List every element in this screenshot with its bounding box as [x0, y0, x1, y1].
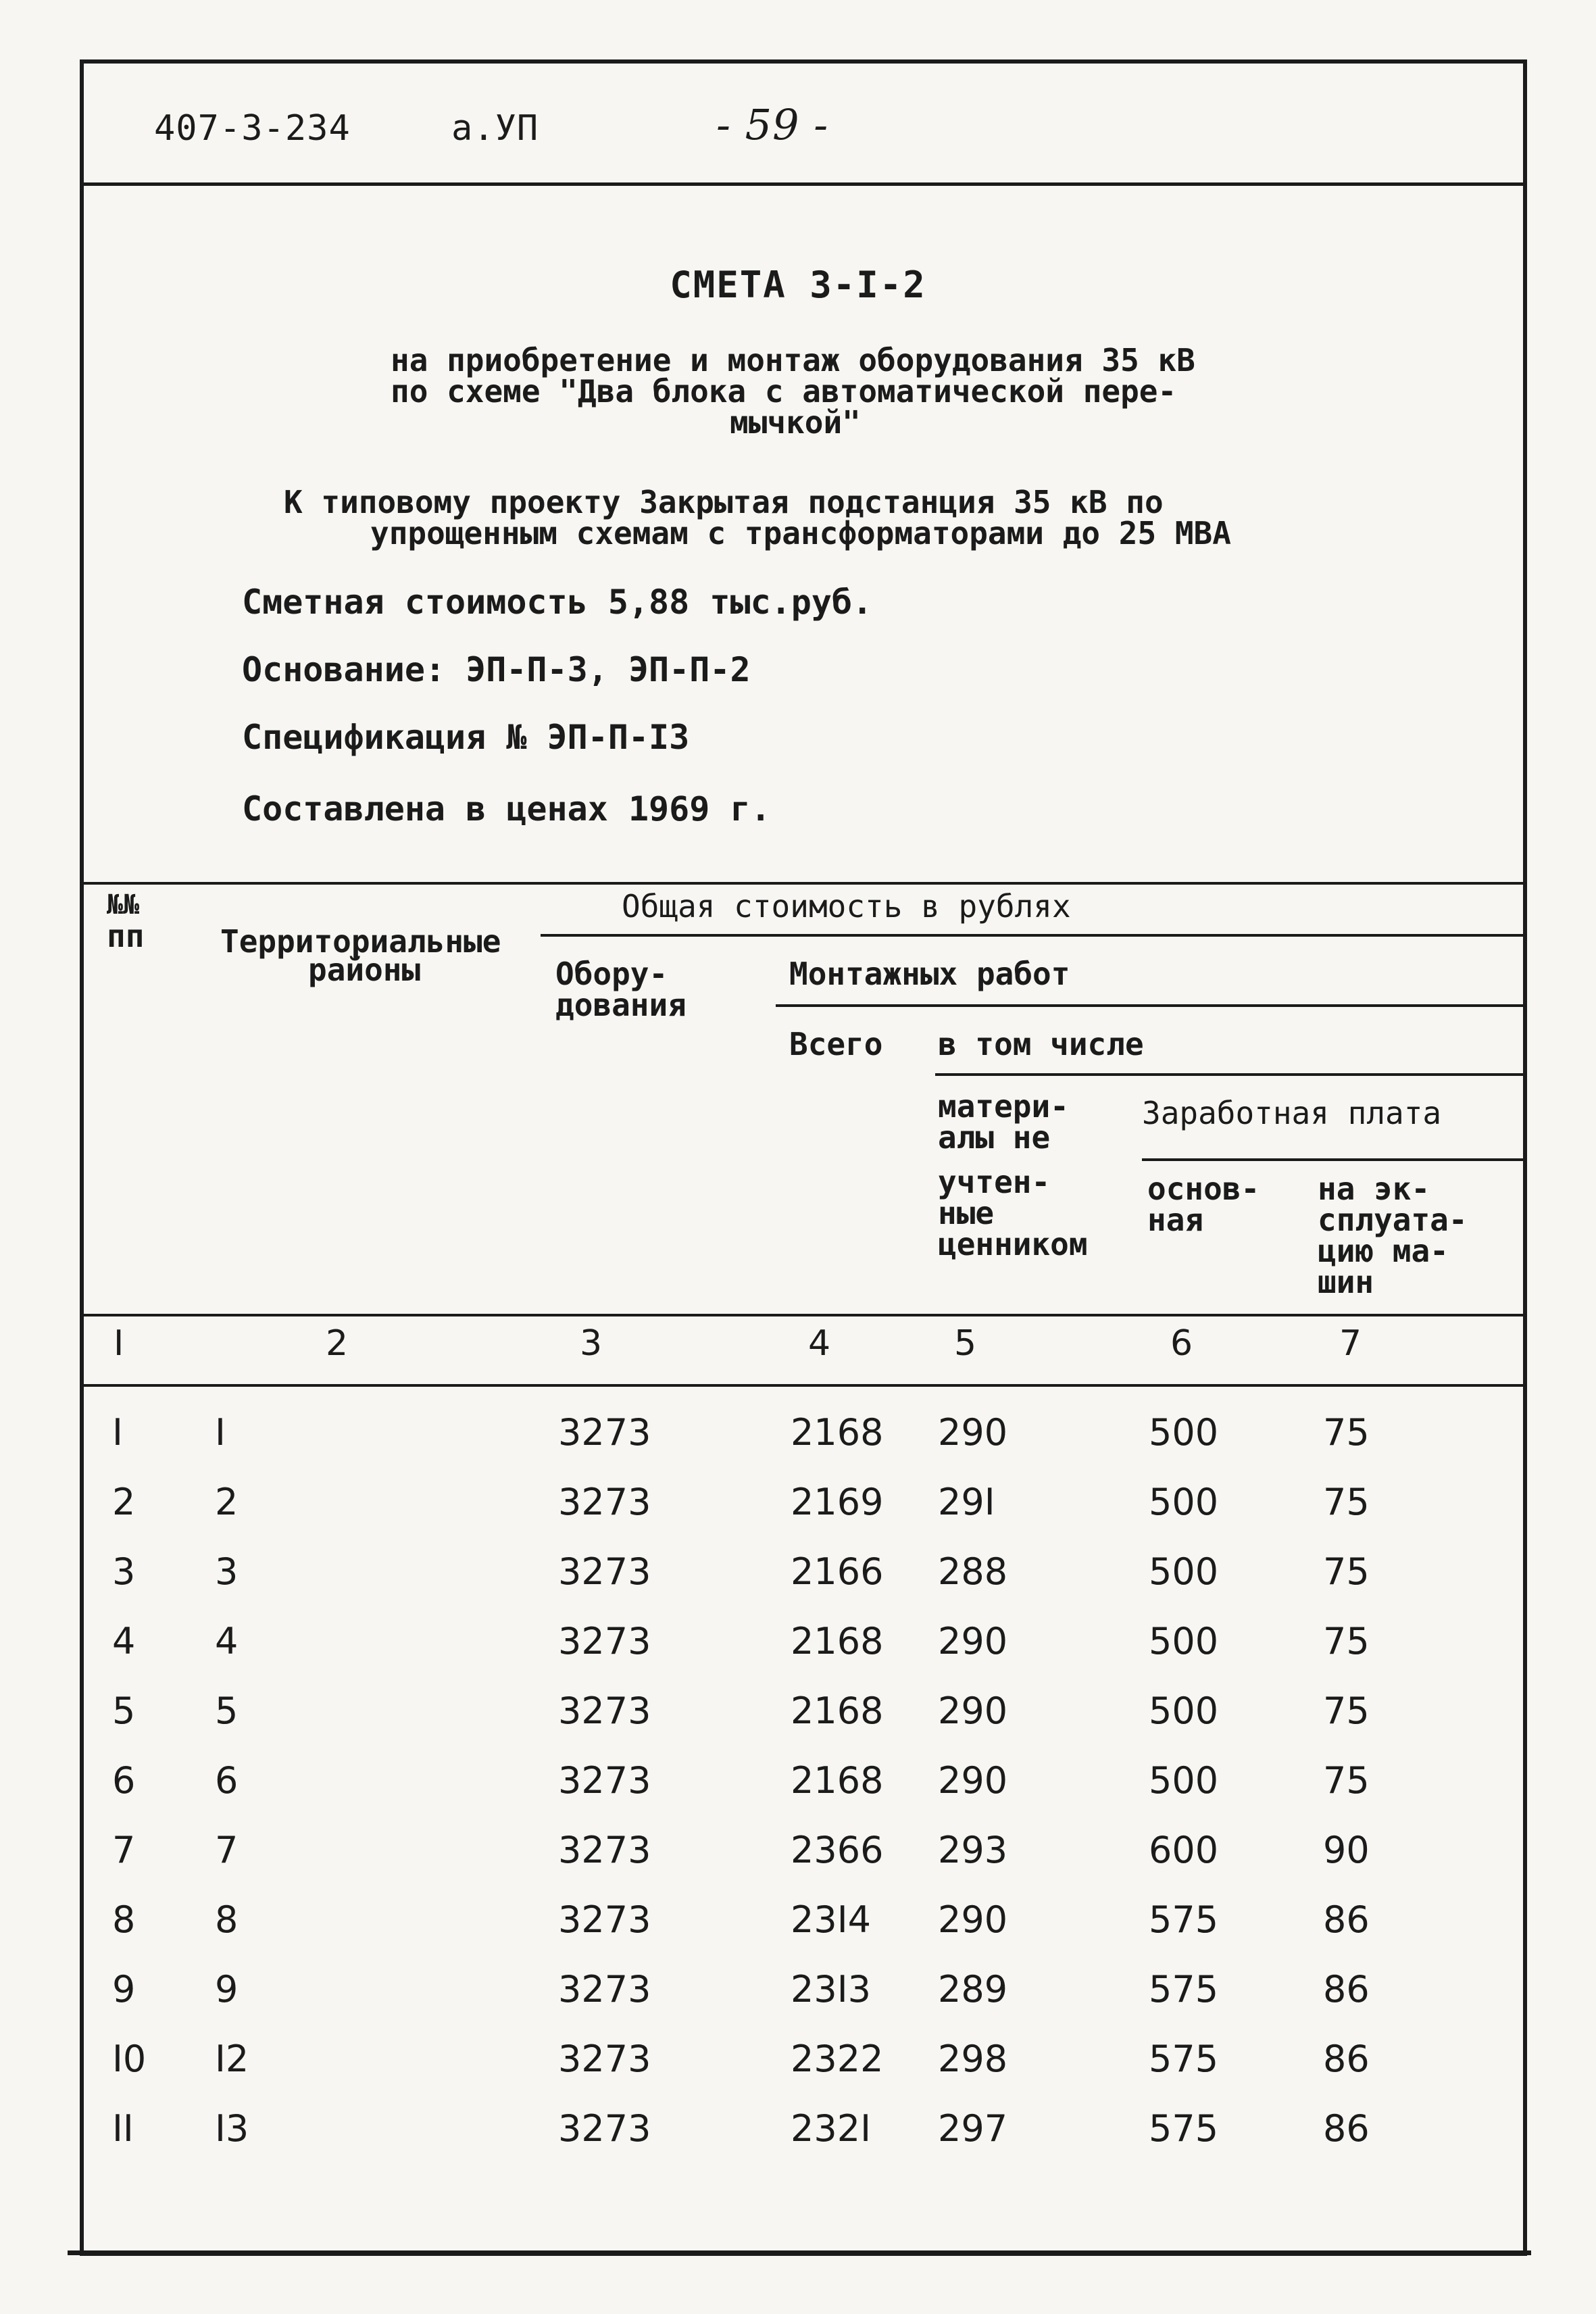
header-no-2: пп	[107, 918, 145, 954]
cell-equipment-cost: 3273	[558, 1690, 651, 1732]
cell-region: 5	[215, 1690, 239, 1732]
table-row	[0, 2107, 1596, 2177]
cell-region: 6	[215, 1759, 239, 1802]
cell-wages-basic: 575	[1149, 2107, 1219, 2150]
cell-install-total: 2166	[791, 1550, 884, 1593]
table-top-rule	[80, 882, 1527, 885]
cell-wages-basic: 575	[1149, 1898, 1219, 1941]
table-row	[0, 1620, 1596, 1690]
cell-wages-basic: 500	[1149, 1620, 1219, 1663]
rule-numbers-bottom	[80, 1384, 1527, 1387]
header-machines-1: на эк-	[1318, 1171, 1430, 1207]
col-number-6: 6	[1170, 1323, 1193, 1364]
cell-wages-basic: 575	[1149, 1968, 1219, 2011]
cell-wages-machines: 75	[1323, 1690, 1370, 1732]
cell-install-total: 2366	[791, 1829, 884, 1871]
table-row	[0, 1550, 1596, 1621]
cell-install-total: 2168	[791, 1411, 884, 1454]
header-equipment-1: Обору-	[555, 956, 668, 992]
cell-wages-basic: 500	[1149, 1759, 1219, 1802]
cell-wages-machines: 75	[1323, 1481, 1370, 1523]
header-machines-2: сплуата-	[1318, 1202, 1468, 1238]
cell-region: I2	[215, 2038, 249, 2080]
cell-equipment-cost: 3273	[558, 1411, 651, 1454]
header-materials-5: ценником	[938, 1226, 1088, 1262]
header-equipment-2: дования	[555, 987, 687, 1023]
header-machines-3: цию ма-	[1318, 1233, 1449, 1269]
cell-materials: 290	[938, 1620, 1008, 1663]
cell-equipment-cost: 3273	[558, 2038, 651, 2080]
table-row	[0, 1759, 1596, 1829]
table-row	[0, 1481, 1596, 1551]
cell-wages-machines: 86	[1323, 1968, 1370, 2011]
cell-region: 7	[215, 1829, 239, 1871]
price-level: Составлена в ценах 1969 г.	[242, 789, 771, 829]
header-materials-3: учтен-	[938, 1164, 1051, 1200]
header-region-2: районы	[308, 952, 421, 988]
cell-wages-machines: 86	[1323, 1898, 1370, 1941]
table-row	[0, 1829, 1596, 1899]
cell-materials: 29I	[938, 1481, 995, 1523]
cell-wages-basic: 500	[1149, 1550, 1219, 1593]
header-basic-1: основ-	[1147, 1171, 1260, 1207]
cell-wages-machines: 75	[1323, 1620, 1370, 1663]
cell-wages-basic: 500	[1149, 1690, 1219, 1732]
estimate-title: СМЕТА 3-I-2	[670, 264, 926, 306]
cell-wages-machines: 86	[1323, 2107, 1370, 2150]
cell-materials: 288	[938, 1550, 1008, 1593]
header-incl: в том числе	[938, 1026, 1144, 1062]
cell-region: 2	[215, 1481, 239, 1523]
subtitle-line-2: по схеме "Два блока с автоматической пере-	[391, 373, 1177, 410]
cell-row-number: 5	[112, 1690, 136, 1732]
cell-wages-basic: 500	[1149, 1481, 1219, 1523]
cell-install-total: 2322	[791, 2038, 884, 2080]
cell-equipment-cost: 3273	[558, 1759, 651, 1802]
col-number-5: 5	[954, 1323, 977, 1364]
table-row	[0, 2038, 1596, 2108]
cell-region: 9	[215, 1968, 239, 2011]
cell-equipment-cost: 3273	[558, 1829, 651, 1871]
header-install: Монтажных работ	[789, 956, 1070, 992]
col-number-7: 7	[1339, 1323, 1362, 1364]
header-total-cost: Общая стоимость в рублях	[622, 888, 1071, 925]
table-row	[0, 1898, 1596, 1969]
cell-equipment-cost: 3273	[558, 1620, 651, 1663]
cell-install-total: 2168	[791, 1690, 884, 1732]
cell-equipment-cost: 3273	[558, 1968, 651, 2011]
cell-materials: 290	[938, 1759, 1008, 1802]
cell-install-total: 2168	[791, 1759, 884, 1802]
header-no-1: №№	[107, 889, 140, 920]
cell-materials: 298	[938, 2038, 1008, 2080]
album-label: а.УП	[451, 108, 539, 149]
cell-row-number: 7	[112, 1829, 136, 1871]
cell-equipment-cost: 3273	[558, 1898, 651, 1941]
cell-materials: 293	[938, 1829, 1008, 1871]
cell-row-number: 4	[112, 1620, 136, 1663]
cell-wages-machines: 75	[1323, 1550, 1370, 1593]
cell-region: 8	[215, 1898, 239, 1941]
specification: Спецификация № ЭП-П-I3	[242, 718, 690, 757]
cell-region: I	[215, 1411, 226, 1454]
rule-under-total	[541, 934, 1527, 937]
cell-equipment-cost: 3273	[558, 1550, 651, 1593]
doc-code: 407-3-234	[154, 108, 351, 149]
table-row	[0, 1968, 1596, 2038]
cell-materials: 290	[938, 1898, 1008, 1941]
cell-wages-basic: 575	[1149, 2038, 1219, 2080]
cell-wages-machines: 75	[1323, 1759, 1370, 1802]
project-line-2: упрощенным схемам с трансформаторами до 25 МВА	[370, 515, 1231, 551]
cell-row-number: 9	[112, 1968, 136, 2011]
header-region-1: Территориальные	[220, 923, 501, 960]
bottom-rule	[68, 2250, 1531, 2255]
cell-row-number: 2	[112, 1481, 136, 1523]
col-number-2: 2	[326, 1323, 349, 1364]
cell-wages-machines: 90	[1323, 1829, 1370, 1871]
header-materials-4: ные	[938, 1195, 995, 1231]
cell-row-number: I0	[112, 2038, 147, 2080]
cell-region: I3	[215, 2107, 249, 2150]
col-number-4: 4	[808, 1323, 831, 1364]
cell-materials: 289	[938, 1968, 1008, 2011]
cell-row-number: 6	[112, 1759, 136, 1802]
col-number-1: I	[114, 1323, 124, 1364]
col-number-3: 3	[580, 1323, 603, 1364]
cell-install-total: 232I	[791, 2107, 871, 2150]
cell-install-total: 2169	[791, 1481, 884, 1523]
estimated-cost: Сметная стоимость 5,88 тыс.руб.	[242, 583, 873, 622]
header-all: Всего	[789, 1026, 883, 1062]
table-row	[0, 1690, 1596, 1760]
header-wages: Заработная плата	[1142, 1095, 1442, 1131]
cell-install-total: 23I3	[791, 1968, 871, 2011]
rule-under-install	[776, 1004, 1527, 1007]
rule-under-wages	[1142, 1158, 1527, 1161]
cell-row-number: 3	[112, 1550, 136, 1593]
cell-row-number: 8	[112, 1898, 136, 1941]
rule-under-incl	[935, 1073, 1527, 1076]
basis: Основание: ЭП-П-З, ЭП-П-2	[242, 650, 751, 689]
rule-header-bottom	[80, 1314, 1527, 1316]
cell-region: 3	[215, 1550, 239, 1593]
table-row	[0, 1411, 1596, 1481]
cell-region: 4	[215, 1620, 239, 1663]
cell-equipment-cost: 3273	[558, 1481, 651, 1523]
header-divider	[80, 182, 1527, 186]
header-machines-4: шин	[1318, 1264, 1374, 1300]
cell-install-total: 2168	[791, 1620, 884, 1663]
cell-wages-basic: 500	[1149, 1411, 1219, 1454]
subtitle-line-3: мычкой"	[730, 404, 861, 441]
cell-materials: 297	[938, 2107, 1008, 2150]
cell-materials: 290	[938, 1690, 1008, 1732]
subtitle-line-1: на приобретение и монтаж оборудования 35 кВ	[391, 342, 1195, 378]
cell-wages-machines: 86	[1323, 2038, 1370, 2080]
cell-row-number: II	[112, 2107, 134, 2150]
cell-row-number: I	[112, 1411, 123, 1454]
cell-materials: 290	[938, 1411, 1008, 1454]
project-line-1: К типовому проекту Закрытая подстанция 35 кВ по	[284, 484, 1164, 520]
header-materials-2: алы не	[938, 1119, 1051, 1156]
page-number: - 59 -	[716, 100, 829, 149]
header-materials-1: матери-	[938, 1088, 1069, 1125]
cell-wages-machines: 75	[1323, 1411, 1370, 1454]
cell-equipment-cost: 3273	[558, 2107, 651, 2150]
header-basic-2: ная	[1147, 1202, 1204, 1238]
cell-install-total: 23I4	[791, 1898, 871, 1941]
cell-wages-basic: 600	[1149, 1829, 1219, 1871]
